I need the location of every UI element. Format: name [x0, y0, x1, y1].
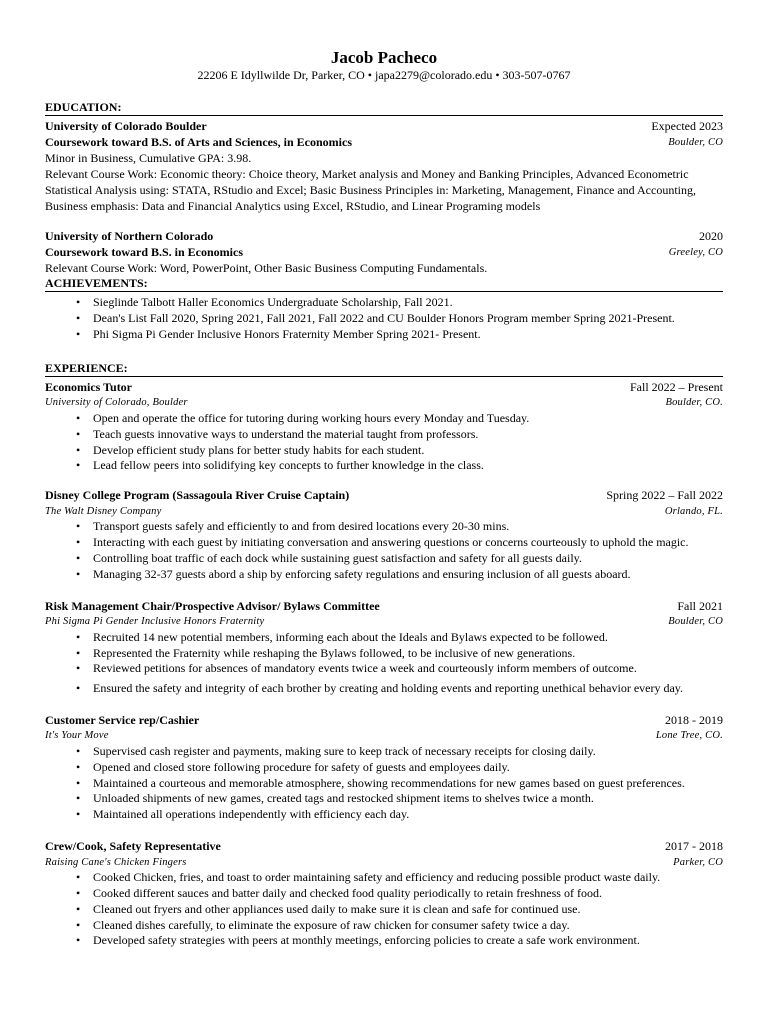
list-item: • Interacting with each guest by initiating conversation and answering questions or concerns courteously to uphold the magic.	[93, 535, 723, 551]
job-title: Risk Management Chair/Prospective Advisor/ Bylaws Committee	[45, 598, 380, 613]
job-date: Spring 2022 – Fall 2022	[606, 488, 723, 503]
school-location: Boulder, CO	[668, 136, 723, 148]
job-org: The Walt Disney Company	[45, 505, 162, 517]
list-item: • Cooked Chicken, fries, and toast to order maintaining safety and efficiency and reducing possible product waste daily.	[93, 870, 723, 886]
list-item: • Lead fellow peers into solidifying key concepts to further knowledge in the class.	[93, 458, 723, 474]
job-date: 2017 - 2018	[665, 839, 723, 854]
coursework: Relevant Course Work: Word, PowerPoint, Other Basic Business Computing Fundamentals.	[45, 261, 488, 276]
list-item: • Phi Sigma Pi Gender Inclusive Honors Fraternity Member Spring 2021- Present.	[93, 327, 723, 343]
job-title: Economics Tutor	[45, 379, 133, 394]
job-org-row	[45, 728, 723, 744]
school-location: Greeley, CO	[668, 246, 723, 258]
coursework: Relevant Course Work: Economic theory: Choice theory, Market analysis and Money and Banking Principles, Advanced Econometric Statistical Analysis using: STATA, RStudio and Excel; Basic Business Principles in: Marketing, Management, Finance and Accounting, Business emphasis: Data and Financial Analytics using Excel, RStudio, and Linear Programing models	[45, 167, 696, 214]
school-row	[45, 229, 723, 245]
job-title-row	[45, 599, 723, 615]
job-title-row	[45, 713, 723, 729]
school-name: University of Colorado Boulder	[45, 119, 207, 133]
list-item: • Develop efficient study plans for better study habits for each student.	[93, 443, 723, 459]
achievements-list	[45, 295, 723, 342]
job-org-row	[45, 395, 723, 411]
resume-page	[45, 48, 723, 949]
job-title: Customer Service rep/Cashier	[45, 712, 200, 727]
list-item: • Opened and closed store following procedure for safety of guests and employees daily.	[93, 760, 723, 776]
list-item: • Maintained all operations independently with efficiency each day.	[93, 807, 723, 823]
list-item: • Unloaded shipments of new games, created tags and restocked shipment items to shelves twice a month.	[93, 791, 723, 807]
job-date: Fall 2021	[677, 598, 723, 613]
list-item: • Sieglinde Talbott Haller Economics Undergraduate Scholarship, Fall 2021.	[93, 295, 723, 311]
list-item: • Reviewed petitions for absences of mandatory events twice a week and courteously inform members of outcome.	[93, 661, 723, 677]
list-item: • Dean's List Fall 2020, Spring 2021, Fall 2021, Fall 2022 and CU Boulder Honors Program member Spring 2021-Present.	[93, 311, 723, 327]
school-date: 2020	[699, 229, 723, 244]
list-item: • Supervised cash register and payments, making sure to keep track of necessary receipts for closing daily.	[93, 744, 723, 760]
minor-gpa: Minor in Business, Cumulative GPA: 3.98.	[45, 151, 252, 166]
job-location: Orlando, FL.	[664, 505, 723, 517]
job-org: Phi Sigma Pi Gender Inclusive Honors Fraternity	[45, 616, 265, 628]
list-item: • Maintained a courteous and memorable atmosphere, showing recommendations for new games based on guest preferences.	[93, 776, 723, 792]
degree-row	[45, 135, 723, 151]
job-org-row	[45, 855, 723, 871]
job-location: Parker, CO	[673, 856, 723, 868]
list-item: • Teach guests innovative ways to understand the material taught from professors.	[93, 427, 723, 443]
job-org: University of Colorado, Boulder	[45, 397, 188, 409]
contact-line: 22206 E Idyllwilde Dr, Parker, CO • japa2279@colorado.edu • 303-507-0767	[197, 68, 571, 82]
school-date: Expected 2023	[651, 119, 723, 133]
job-title: Crew/Cook, Safety Representative	[45, 839, 221, 854]
job-title: Disney College Program (Sassagoula River Cruise Captain)	[45, 488, 350, 503]
list-item: • Open and operate the office for tutoring during working hours every Monday and Tuesday.	[93, 411, 723, 427]
job-bullets	[45, 630, 723, 697]
list-item: • Cleaned dishes carefully, to eliminate the exposure of raw chicken for consumer safety twice a day.	[93, 918, 723, 934]
job-location: Boulder, CO.	[665, 397, 723, 409]
list-item: • Recruited 14 new potential members, informing each about the Ideals and Bylaws expected to be followed.	[93, 630, 723, 646]
job-org-row	[45, 614, 723, 630]
list-item: • Ensured the safety and integrity of each brother by creating and holding events and reporting unethical behavior every day.	[93, 681, 723, 697]
degree: Coursework toward B.S. of Arts and Sciences, in Economics	[45, 134, 353, 149]
job-location: Boulder, CO	[668, 616, 723, 628]
experience-heading: EXPERIENCE:	[45, 361, 723, 377]
achievements-heading: ACHIEVEMENTS:	[45, 276, 723, 292]
degree-row	[45, 245, 723, 261]
school-row	[45, 119, 723, 135]
education-heading: EDUCATION:	[45, 100, 723, 116]
resume-name: Jacob Pacheco	[330, 48, 438, 67]
job-org: Raising Cane's Chicken Fingers	[45, 856, 187, 868]
list-item: • Cooked different sauces and batter daily and checked food quality periodically to retain freshness of food.	[93, 886, 723, 902]
job-date: Fall 2022 – Present	[630, 379, 723, 394]
job-title-row	[45, 380, 723, 396]
job-title-row	[45, 488, 723, 504]
school-name: University of Northern Colorado	[45, 229, 214, 244]
list-item: • Cleaned out fryers and other appliances used daily to make sure it is clean and safe for continued use.	[93, 902, 723, 918]
list-item: • Represented the Fraternity while reshaping the Bylaws followed, to be inclusive of new generations.	[93, 646, 723, 662]
job-location: Lone Tree, CO.	[655, 730, 723, 742]
job-date: 2018 - 2019	[665, 712, 723, 727]
job-bullets	[45, 519, 723, 582]
job-org: It's Your Move	[45, 730, 109, 742]
list-item: • Developed safety strategies with peers at monthly meetings, enforcing policies to create a safe work environment.	[93, 933, 723, 949]
list-item: • Controlling boat traffic of each dock while sustaining guest satisfaction and safety for all guests daily.	[93, 551, 723, 567]
job-bullets	[45, 411, 723, 474]
list-item: • Transport guests safely and efficiently to and from desired locations every 20-30 mins.	[93, 519, 723, 535]
degree: Coursework toward B.S. in Economics	[45, 244, 244, 259]
job-title-row	[45, 839, 723, 855]
list-item: • Managing 32-37 guests abord a ship by enforcing safety regulations and ensuring inclusion of all guests aboard.	[93, 567, 723, 583]
job-org-row	[45, 504, 723, 520]
job-bullets	[45, 870, 723, 949]
job-bullets	[45, 744, 723, 823]
